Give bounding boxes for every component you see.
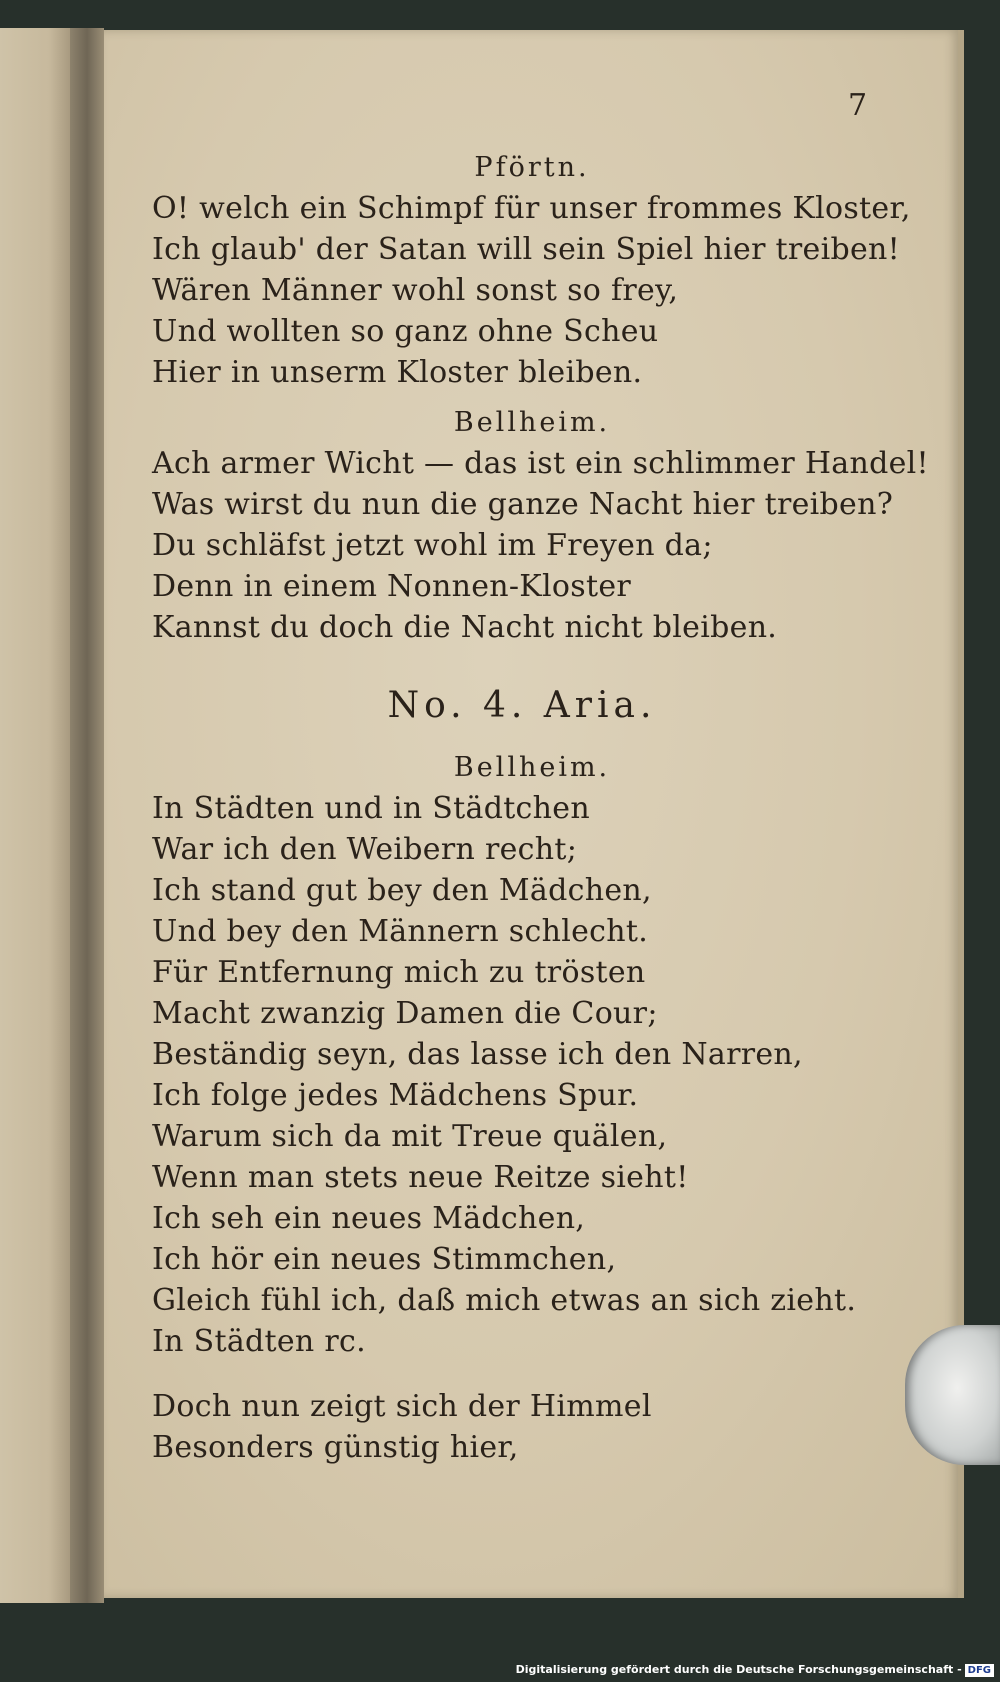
verse-line: Denn in einem Nonnen-Kloster <box>152 569 632 604</box>
verse-line: Ich stand gut bey den Mädchen, <box>152 873 652 908</box>
aria-block-bellheim <box>152 748 872 1362</box>
verse-line: Hier in unserm Kloster bleiben. <box>152 355 643 390</box>
verse-line: Beständig seyn, das lasse ich den Narren, <box>152 1037 803 1072</box>
verse-line: Wenn man stets neue Reitze sieht! <box>152 1160 689 1195</box>
verse-line: War ich den Weibern recht; <box>152 832 578 867</box>
verse-line: Ich glaub' der Satan will sein Spiel hier treiben! <box>152 232 901 267</box>
verse-line: Doch nun zeigt sich der Himmel <box>152 1389 652 1424</box>
page-clip <box>905 1325 1000 1465</box>
verse-line: Warum sich da mit Treue quälen, <box>152 1119 668 1154</box>
left-page-edge <box>0 28 70 1603</box>
verse-line: Kannst du doch die Nacht nicht bleiben. <box>152 610 778 645</box>
verse-line: Gleich fühl ich, daß mich etwas an sich zieht. <box>152 1283 857 1318</box>
page-number: 7 <box>848 88 868 123</box>
verse-line: Und wollten so ganz ohne Scheu <box>152 314 659 349</box>
book-gutter <box>70 28 104 1603</box>
verse-line: O! welch ein Schimpf für unser frommes Kloster, <box>152 191 911 226</box>
verse-line: Du schläfst jetzt wohl im Freyen da; <box>152 528 713 563</box>
credit-text: Digitalisierung gefördert durch die Deutsche Forschungsgemeinschaft - <box>515 1663 962 1676</box>
verse-line: Macht zwanzig Damen die Cour; <box>152 996 658 1031</box>
dialogue-block-bellheim <box>152 403 929 648</box>
dfg-logo: DFG <box>965 1664 994 1677</box>
speaker-name: Bellheim. <box>453 752 611 783</box>
verse-line: Ich seh ein neues Mädchen, <box>152 1201 586 1236</box>
dialogue-block-pfoertner <box>152 148 911 393</box>
verse-line: Ach armer Wicht — das ist ein schlimmer Handel! <box>152 446 929 481</box>
verse-line: Für Entfernung mich zu trösten <box>152 955 646 990</box>
section-title: No. 4. Aria. <box>387 685 657 726</box>
verse-line: Und bey den Männern schlecht. <box>152 914 649 949</box>
verse-line: Was wirst du nun die ganze Nacht hier treiben? <box>152 487 894 522</box>
speaker-name: Bellheim. <box>453 407 611 438</box>
digitization-credit <box>516 1663 994 1677</box>
verse-continuation <box>152 1386 872 1468</box>
verse-line: In Städten rc. <box>152 1324 366 1359</box>
page-text <box>152 148 929 1468</box>
speaker-name: Pförtn. <box>474 152 590 183</box>
verse-line: Ich hör ein neues Stimmchen, <box>152 1242 617 1277</box>
verse-line: Wären Männer wohl sonst so frey, <box>152 273 679 308</box>
verse-line: Besonders günstig hier, <box>152 1430 519 1465</box>
verse-line: In Städten und in Städtchen <box>152 791 590 826</box>
verse-line: Ich folge jedes Mädchens Spur. <box>152 1078 639 1113</box>
